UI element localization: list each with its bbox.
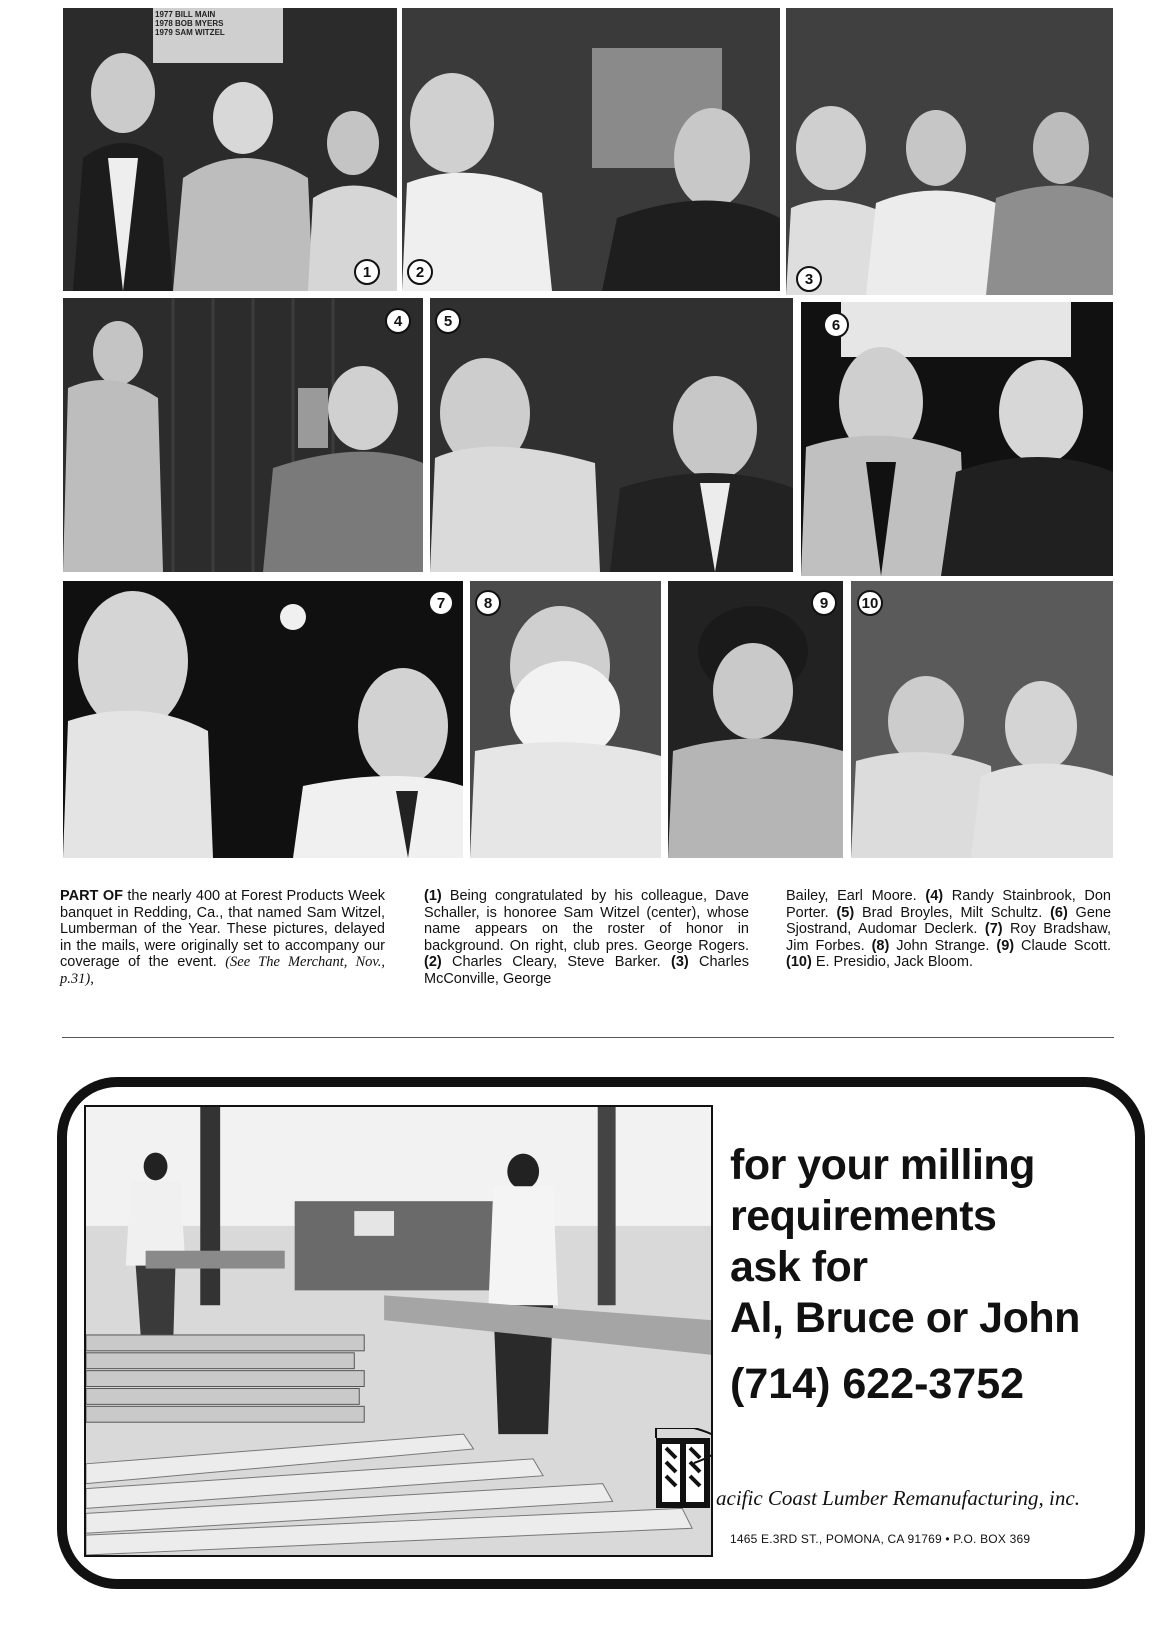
photo-number-badge: 1 [354, 259, 380, 285]
ad-phone-number: (714) 622-3752 [730, 1360, 1025, 1408]
roster-sign: 1977 BILL MAIN 1978 BOB MYERS 1979 SAM WITZEL [155, 10, 225, 37]
photo-9-image [668, 581, 843, 858]
photo-number-badge: 2 [407, 259, 433, 285]
caption-column-1 [60, 888, 385, 988]
photo-3-image [786, 8, 1113, 295]
caption-column-3: Bailey, Earl Moore. (4) Randy Stainbrook, Don Porter. (5) Brad Broyles, Milt Schultz. (6) Gene Sjostrand, Audomar Declerk. (7) Roy Bradshaw, Jim Forbes. (8) John Strange. (9) Claude Scott. (10) E. Presidio, Jack Bloom. [786, 888, 1112, 971]
photo-number-badge: 4 [385, 308, 411, 334]
company-address: 1465 E.3RD ST., POMONA, CA 91769 • P.O. BOX 369 [730, 1532, 1031, 1546]
photo-1 [63, 8, 397, 291]
photo-2-image [402, 8, 780, 291]
caption-lead: PART OF [60, 888, 123, 904]
photo-number-badge: 8 [475, 590, 501, 616]
photo-4-image [63, 298, 423, 572]
section-divider [62, 1037, 1114, 1038]
photo-5 [430, 298, 793, 572]
photo-2 [402, 8, 780, 291]
ad-headline: for your milling requirements ask for Al, Bruce or John [730, 1141, 1080, 1342]
photo-4 [63, 298, 423, 572]
photo-number-badge: 5 [435, 308, 461, 334]
photo-8 [470, 581, 661, 858]
caption-text: the nearly 400 at Forest Products Week banquet in Redding, Ca., that named Sam Witzel, Lumberman of the Year. These pictures, delayed in the mails, were originally set to accompany our coverage of the event. [60, 888, 386, 971]
photo-8-image [470, 581, 661, 858]
photo-number-badge: 7 [428, 590, 454, 616]
photo-6 [801, 302, 1113, 576]
photo-7 [63, 581, 463, 858]
photo-10 [851, 581, 1113, 858]
photo-number-badge: 9 [811, 590, 837, 616]
photo-10-image [851, 581, 1113, 858]
photo-9 [668, 581, 843, 858]
photo-7-image [63, 581, 463, 858]
company-name: acific Coast Lumber Remanufacturing, inc. [716, 1486, 1080, 1510]
photo-1-image [63, 8, 397, 291]
caption-reference: (See The Merchant, Nov., p.31), [60, 954, 385, 987]
photo-number-badge: 6 [823, 312, 849, 338]
company-logo-icon [654, 1428, 712, 1518]
photo-6-image [801, 302, 1113, 576]
sawmill-image [86, 1107, 711, 1555]
caption-column-2: (1) Being congratulated by his colleague, Dave Schaller, is honoree Sam Witzel (center), whose name appears on the roster of honor in background. On right, club pres. George Rogers. (2) Charles Cleary, Steve Barker. (3) Charles McConville, George [424, 888, 749, 987]
photo-5-image [430, 298, 793, 572]
photo-number-badge: 3 [796, 266, 822, 292]
photo-3 [786, 8, 1113, 295]
photo-number-badge: 10 [857, 590, 883, 616]
ad-photo-sawmill [84, 1105, 713, 1557]
